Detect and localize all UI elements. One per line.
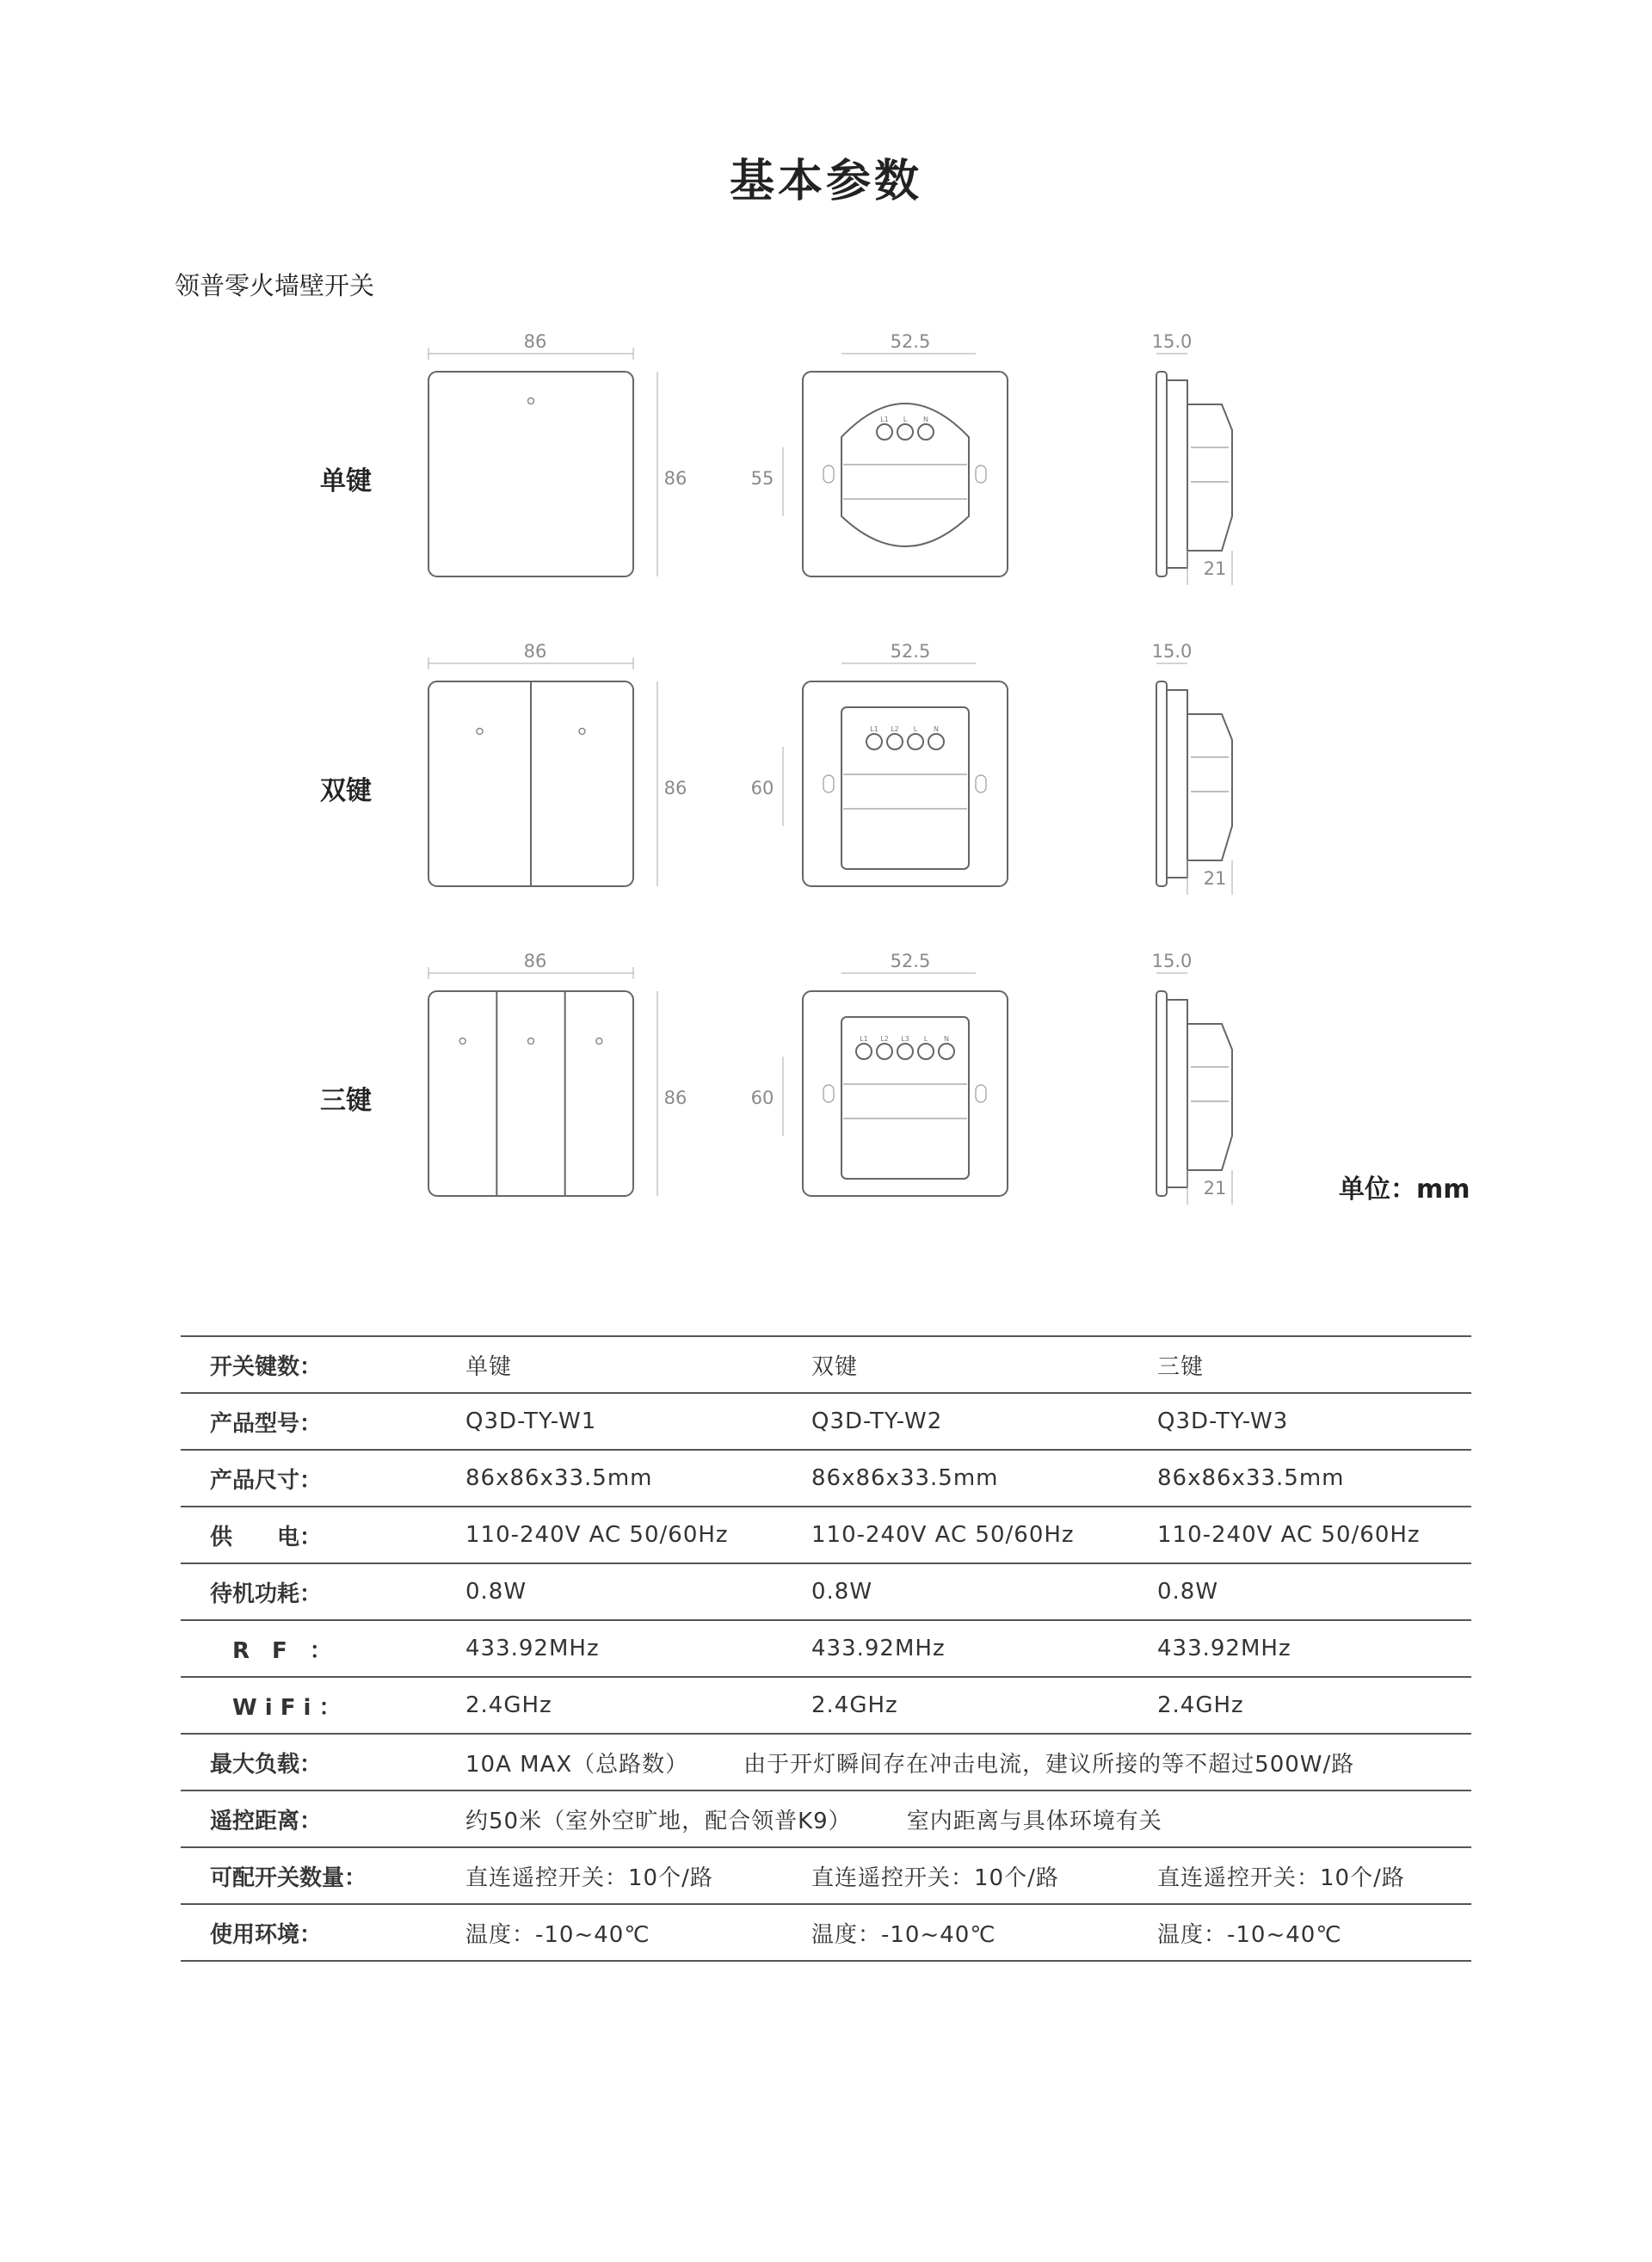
spec-value: 10A MAX（总路数） xyxy=(465,1751,689,1778)
spec-label: 最大负载： xyxy=(181,1734,465,1790)
terminal-label: L3 xyxy=(901,1035,909,1043)
terminal-screw xyxy=(908,734,923,749)
dim-depth-bottom-label: 21 xyxy=(1203,558,1227,579)
dim-height-label: 86 xyxy=(663,778,687,798)
spec-value: 约50米（室外空旷地，配合领普K9） xyxy=(465,1808,852,1834)
spec-value: 2.4GHz xyxy=(465,1677,811,1734)
side-frame xyxy=(1167,690,1187,878)
screw-slot xyxy=(823,465,834,483)
dim-module-width-label: 52.5 xyxy=(890,641,931,662)
dim-module-height-label: 55 xyxy=(750,468,774,489)
spec-row xyxy=(181,1847,1471,1904)
terminal-screw xyxy=(877,424,892,440)
dim-module-width-label: 52.5 xyxy=(890,331,931,352)
terminal-label: L1 xyxy=(860,1035,868,1043)
terminal-screw xyxy=(897,1044,913,1059)
spec-label: 产品尺寸： xyxy=(181,1450,465,1507)
dim-depth-bottom-label: 21 xyxy=(1203,868,1227,889)
spec-value: 433.92MHz xyxy=(465,1620,811,1677)
dim-depth-label: 15.0 xyxy=(1151,641,1193,662)
terminal-label: L2 xyxy=(880,1035,889,1043)
indicator-dot xyxy=(579,729,585,735)
spec-value: Q3D-TY-W2 xyxy=(811,1393,1157,1450)
spec-value: 86x86x33.5mm xyxy=(811,1450,1157,1507)
indicator-dot xyxy=(459,1039,465,1045)
spec-label: W i F i ： xyxy=(181,1677,465,1734)
terminal-label: L1 xyxy=(880,416,889,423)
spec-value: 110-240V AC 50/60Hz xyxy=(1157,1507,1471,1563)
screw-slot xyxy=(823,1085,834,1102)
side-panel xyxy=(1156,372,1167,576)
spec-note: 室内距离与具体环境有关 xyxy=(906,1808,1162,1834)
terminal-label: N xyxy=(944,1035,949,1043)
spec-value: 2.4GHz xyxy=(1157,1677,1471,1734)
spec-row xyxy=(181,1393,1471,1450)
dim-width-label: 86 xyxy=(523,331,547,352)
terminal-screw xyxy=(856,1044,872,1059)
module-body xyxy=(841,707,969,869)
side-frame xyxy=(1167,380,1187,568)
spec-value: Q3D-TY-W3 xyxy=(1157,1393,1471,1450)
drawing-row xyxy=(428,331,1232,585)
spec-value: 86x86x33.5mm xyxy=(1157,1450,1471,1507)
spec-value: 110-240V AC 50/60Hz xyxy=(811,1507,1157,1563)
side-panel xyxy=(1156,991,1167,1196)
spec-label: 产品型号： xyxy=(181,1393,465,1450)
spec-row xyxy=(181,1790,1471,1847)
terminal-screw xyxy=(918,1044,934,1059)
terminal-label: L xyxy=(913,725,918,733)
spec-value: 温度：-10~40℃ xyxy=(1157,1904,1471,1961)
side-module xyxy=(1187,1024,1232,1170)
spec-value: 直连遥控开关：10个/路 xyxy=(1157,1847,1471,1904)
dim-depth-label: 15.0 xyxy=(1151,951,1193,971)
spec-row xyxy=(181,1336,1471,1393)
row-label-double: 双键 xyxy=(320,776,372,806)
terminal-screw xyxy=(887,734,903,749)
product-subtitle: 领普零火墙壁开关 xyxy=(175,271,375,300)
spec-value: 温度：-10~40℃ xyxy=(811,1904,1157,1961)
terminal-screw xyxy=(866,734,882,749)
spec-row xyxy=(181,1563,1471,1620)
drawing-row xyxy=(428,951,1232,1205)
terminal-label: L1 xyxy=(870,725,878,733)
unit-label: 单位：mm xyxy=(1339,1174,1470,1205)
indicator-dot xyxy=(528,1039,534,1045)
terminal-label: L xyxy=(923,1035,928,1043)
spec-row xyxy=(181,1450,1471,1507)
spec-value: 86x86x33.5mm xyxy=(465,1450,811,1507)
spec-value: 双键 xyxy=(811,1336,1157,1393)
spec-row xyxy=(181,1620,1471,1677)
spec-note: 由于开灯瞬间存在冲击电流，建议所接的等不超过500W/路 xyxy=(743,1751,1355,1778)
side-module xyxy=(1187,404,1232,551)
terminal-screw xyxy=(939,1044,954,1059)
dim-width-label: 86 xyxy=(523,641,547,662)
dim-depth-label: 15.0 xyxy=(1151,331,1193,352)
spec-row xyxy=(181,1734,1471,1790)
spec-label: 可配开关数量： xyxy=(181,1847,465,1904)
spec-value: 温度：-10~40℃ xyxy=(465,1904,811,1961)
dim-height-label: 86 xyxy=(663,468,687,489)
spec-row xyxy=(181,1677,1471,1734)
spec-label: R F ： xyxy=(181,1620,465,1677)
terminal-screw xyxy=(928,734,944,749)
row-label-single: 单键 xyxy=(320,466,372,496)
spec-value: 433.92MHz xyxy=(811,1620,1157,1677)
spec-label: 开关键数： xyxy=(181,1336,465,1393)
spec-value: 单键 xyxy=(465,1336,811,1393)
terminal-screw xyxy=(877,1044,892,1059)
spec-value: 110-240V AC 50/60Hz xyxy=(465,1507,811,1563)
spec-value: 0.8W xyxy=(1157,1563,1471,1620)
specs-table xyxy=(181,1335,1471,1962)
spec-row xyxy=(181,1507,1471,1563)
indicator-dot xyxy=(477,729,483,735)
screw-slot xyxy=(976,775,986,792)
spec-label: 遥控距离： xyxy=(181,1790,465,1847)
spec-value: 三键 xyxy=(1157,1336,1471,1393)
switch-panel xyxy=(428,372,633,576)
dim-height-label: 86 xyxy=(663,1088,687,1108)
spec-value: 2.4GHz xyxy=(811,1677,1157,1734)
screw-slot xyxy=(976,1085,986,1102)
dim-module-height-label: 60 xyxy=(750,778,774,798)
indicator-dot xyxy=(596,1039,602,1045)
spec-value: 直连遥控开关：10个/路 xyxy=(811,1847,1157,1904)
terminal-label: N xyxy=(923,416,928,423)
spec-label: 使用环境： xyxy=(181,1904,465,1961)
spec-label: 待机功耗： xyxy=(181,1563,465,1620)
side-panel xyxy=(1156,681,1167,886)
side-frame xyxy=(1167,1000,1187,1187)
page-title: 基本参数 xyxy=(729,156,922,207)
dim-module-width-label: 52.5 xyxy=(890,951,931,971)
terminal-label: N xyxy=(934,725,939,733)
indicator-dot xyxy=(528,398,534,404)
terminal-label: L2 xyxy=(891,725,899,733)
terminal-screw xyxy=(918,424,934,440)
terminal-label: L xyxy=(903,416,908,423)
spec-label: 供 电： xyxy=(181,1507,465,1563)
spec-value: 0.8W xyxy=(811,1563,1157,1620)
terminal-screw xyxy=(897,424,913,440)
dim-depth-bottom-label: 21 xyxy=(1203,1178,1227,1199)
dim-module-height-label: 60 xyxy=(750,1088,774,1108)
switch-panel xyxy=(428,991,633,1196)
screw-slot xyxy=(823,775,834,792)
spec-row xyxy=(181,1904,1471,1961)
side-module xyxy=(1187,714,1232,860)
spec-value: Q3D-TY-W1 xyxy=(465,1393,811,1450)
dim-width-label: 86 xyxy=(523,951,547,971)
drawing-row xyxy=(428,641,1232,895)
spec-value: 直连遥控开关：10个/路 xyxy=(465,1847,811,1904)
spec-value: 0.8W xyxy=(465,1563,811,1620)
row-label-triple: 三键 xyxy=(320,1086,372,1116)
spec-value: 433.92MHz xyxy=(1157,1620,1471,1677)
screw-slot xyxy=(976,465,986,483)
